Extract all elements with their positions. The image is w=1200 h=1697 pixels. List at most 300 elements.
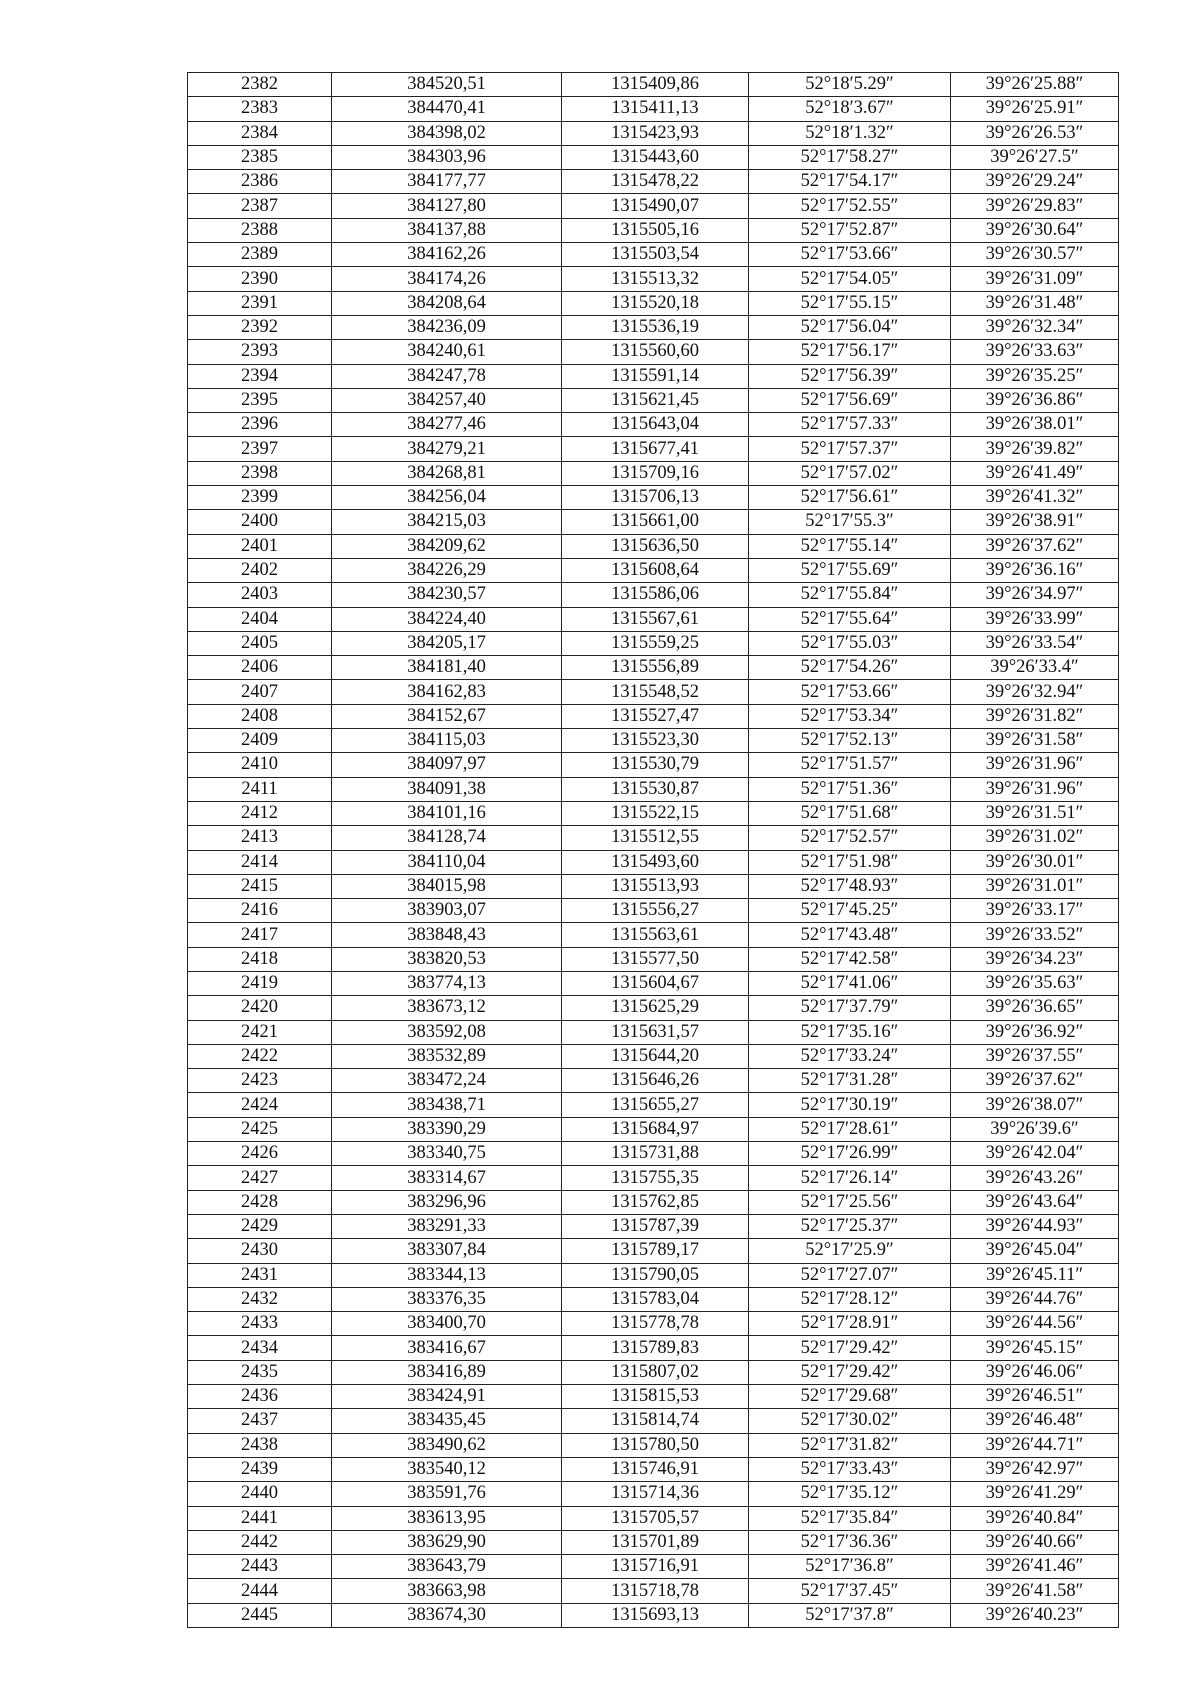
table-row bbox=[188, 1360, 1119, 1384]
latitude-cell: 52°17′25.9″ bbox=[749, 1239, 951, 1263]
longitude-cell: 39°26′39.6″ bbox=[951, 1117, 1119, 1141]
x-coordinate-cell: 384268,81 bbox=[332, 461, 562, 485]
y-coordinate-cell: 1315513,32 bbox=[562, 267, 749, 291]
table-row bbox=[188, 145, 1119, 169]
table-row bbox=[188, 121, 1119, 145]
point-number-cell: 2383 bbox=[188, 97, 332, 121]
table-row bbox=[188, 1482, 1119, 1506]
longitude-cell: 39°26′31.96″ bbox=[951, 777, 1119, 801]
y-coordinate-cell: 1315631,57 bbox=[562, 1020, 749, 1044]
longitude-cell: 39°26′33.63″ bbox=[951, 340, 1119, 364]
point-number-cell: 2417 bbox=[188, 923, 332, 947]
latitude-cell: 52°17′31.82″ bbox=[749, 1433, 951, 1457]
x-coordinate-cell: 383643,79 bbox=[332, 1555, 562, 1579]
longitude-cell: 39°26′41.29″ bbox=[951, 1482, 1119, 1506]
y-coordinate-cell: 1315755,35 bbox=[562, 1166, 749, 1190]
x-coordinate-cell: 384162,26 bbox=[332, 243, 562, 267]
table-row bbox=[188, 947, 1119, 971]
y-coordinate-cell: 1315443,60 bbox=[562, 145, 749, 169]
y-coordinate-cell: 1315807,02 bbox=[562, 1360, 749, 1384]
y-coordinate-cell: 1315621,45 bbox=[562, 388, 749, 412]
table-row bbox=[188, 850, 1119, 874]
longitude-cell: 39°26′30.64″ bbox=[951, 218, 1119, 242]
point-number-cell: 2399 bbox=[188, 486, 332, 510]
latitude-cell: 52°17′57.02″ bbox=[749, 461, 951, 485]
point-number-cell: 2444 bbox=[188, 1579, 332, 1603]
latitude-cell: 52°17′54.05″ bbox=[749, 267, 951, 291]
latitude-cell: 52°17′56.17″ bbox=[749, 340, 951, 364]
longitude-cell: 39°26′31.02″ bbox=[951, 826, 1119, 850]
table-row bbox=[188, 1555, 1119, 1579]
latitude-cell: 52°17′35.16″ bbox=[749, 1020, 951, 1044]
table-row bbox=[188, 777, 1119, 801]
point-number-cell: 2436 bbox=[188, 1385, 332, 1409]
x-coordinate-cell: 383307,84 bbox=[332, 1239, 562, 1263]
latitude-cell: 52°17′52.87″ bbox=[749, 218, 951, 242]
latitude-cell: 52°18′3.67″ bbox=[749, 97, 951, 121]
y-coordinate-cell: 1315512,55 bbox=[562, 826, 749, 850]
table-row bbox=[188, 413, 1119, 437]
point-number-cell: 2440 bbox=[188, 1482, 332, 1506]
latitude-cell: 52°17′55.84″ bbox=[749, 583, 951, 607]
latitude-cell: 52°17′29.42″ bbox=[749, 1360, 951, 1384]
latitude-cell: 52°18′1.32″ bbox=[749, 121, 951, 145]
y-coordinate-cell: 1315559,25 bbox=[562, 631, 749, 655]
y-coordinate-cell: 1315705,57 bbox=[562, 1506, 749, 1530]
longitude-cell: 39°26′41.49″ bbox=[951, 461, 1119, 485]
table-row bbox=[188, 1287, 1119, 1311]
point-number-cell: 2439 bbox=[188, 1457, 332, 1481]
y-coordinate-cell: 1315493,60 bbox=[562, 850, 749, 874]
point-number-cell: 2407 bbox=[188, 680, 332, 704]
y-coordinate-cell: 1315644,20 bbox=[562, 1044, 749, 1068]
x-coordinate-cell: 384110,04 bbox=[332, 850, 562, 874]
x-coordinate-cell: 384247,78 bbox=[332, 364, 562, 388]
y-coordinate-cell: 1315423,93 bbox=[562, 121, 749, 145]
table-row bbox=[188, 1530, 1119, 1554]
x-coordinate-cell: 383435,45 bbox=[332, 1409, 562, 1433]
point-number-cell: 2429 bbox=[188, 1214, 332, 1238]
longitude-cell: 39°26′39.82″ bbox=[951, 437, 1119, 461]
point-number-cell: 2413 bbox=[188, 826, 332, 850]
point-number-cell: 2416 bbox=[188, 899, 332, 923]
x-coordinate-cell: 384115,03 bbox=[332, 729, 562, 753]
table-row bbox=[188, 1433, 1119, 1457]
point-number-cell: 2428 bbox=[188, 1190, 332, 1214]
x-coordinate-cell: 383673,12 bbox=[332, 996, 562, 1020]
table-row bbox=[188, 1579, 1119, 1603]
table-row bbox=[188, 1093, 1119, 1117]
point-number-cell: 2418 bbox=[188, 947, 332, 971]
latitude-cell: 52°17′37.79″ bbox=[749, 996, 951, 1020]
table-row bbox=[188, 583, 1119, 607]
table-row bbox=[188, 1069, 1119, 1093]
latitude-cell: 52°17′56.69″ bbox=[749, 388, 951, 412]
y-coordinate-cell: 1315643,04 bbox=[562, 413, 749, 437]
table-row bbox=[188, 510, 1119, 534]
point-number-cell: 2411 bbox=[188, 777, 332, 801]
x-coordinate-cell: 383296,96 bbox=[332, 1190, 562, 1214]
point-number-cell: 2409 bbox=[188, 729, 332, 753]
x-coordinate-cell: 384209,62 bbox=[332, 534, 562, 558]
y-coordinate-cell: 1315646,26 bbox=[562, 1069, 749, 1093]
latitude-cell: 52°17′53.66″ bbox=[749, 680, 951, 704]
y-coordinate-cell: 1315780,50 bbox=[562, 1433, 749, 1457]
x-coordinate-cell: 384224,40 bbox=[332, 607, 562, 631]
longitude-cell: 39°26′27.5″ bbox=[951, 145, 1119, 169]
latitude-cell: 52°17′26.99″ bbox=[749, 1142, 951, 1166]
table-row bbox=[188, 607, 1119, 631]
x-coordinate-cell: 383340,75 bbox=[332, 1142, 562, 1166]
y-coordinate-cell: 1315625,29 bbox=[562, 996, 749, 1020]
x-coordinate-cell: 383390,29 bbox=[332, 1117, 562, 1141]
y-coordinate-cell: 1315731,88 bbox=[562, 1142, 749, 1166]
y-coordinate-cell: 1315706,13 bbox=[562, 486, 749, 510]
point-number-cell: 2406 bbox=[188, 656, 332, 680]
point-number-cell: 2423 bbox=[188, 1069, 332, 1093]
y-coordinate-cell: 1315522,15 bbox=[562, 801, 749, 825]
latitude-cell: 52°17′54.26″ bbox=[749, 656, 951, 680]
longitude-cell: 39°26′25.91″ bbox=[951, 97, 1119, 121]
point-number-cell: 2432 bbox=[188, 1287, 332, 1311]
longitude-cell: 39°26′40.84″ bbox=[951, 1506, 1119, 1530]
longitude-cell: 39°26′46.51″ bbox=[951, 1385, 1119, 1409]
point-number-cell: 2410 bbox=[188, 753, 332, 777]
table-row bbox=[188, 680, 1119, 704]
x-coordinate-cell: 383472,24 bbox=[332, 1069, 562, 1093]
longitude-cell: 39°26′44.56″ bbox=[951, 1312, 1119, 1336]
y-coordinate-cell: 1315527,47 bbox=[562, 704, 749, 728]
y-coordinate-cell: 1315536,19 bbox=[562, 315, 749, 339]
table-row bbox=[188, 437, 1119, 461]
x-coordinate-cell: 384236,09 bbox=[332, 315, 562, 339]
latitude-cell: 52°17′55.64″ bbox=[749, 607, 951, 631]
table-row bbox=[188, 1117, 1119, 1141]
longitude-cell: 39°26′36.86″ bbox=[951, 388, 1119, 412]
latitude-cell: 52°17′52.13″ bbox=[749, 729, 951, 753]
point-number-cell: 2442 bbox=[188, 1530, 332, 1554]
point-number-cell: 2401 bbox=[188, 534, 332, 558]
point-number-cell: 2421 bbox=[188, 1020, 332, 1044]
y-coordinate-cell: 1315814,74 bbox=[562, 1409, 749, 1433]
x-coordinate-cell: 383416,89 bbox=[332, 1360, 562, 1384]
x-coordinate-cell: 384174,26 bbox=[332, 267, 562, 291]
latitude-cell: 52°17′54.17″ bbox=[749, 170, 951, 194]
x-coordinate-cell: 383774,13 bbox=[332, 971, 562, 995]
longitude-cell: 39°26′31.58″ bbox=[951, 729, 1119, 753]
longitude-cell: 39°26′29.24″ bbox=[951, 170, 1119, 194]
table-row bbox=[188, 1385, 1119, 1409]
latitude-cell: 52°17′57.37″ bbox=[749, 437, 951, 461]
point-number-cell: 2385 bbox=[188, 145, 332, 169]
longitude-cell: 39°26′33.52″ bbox=[951, 923, 1119, 947]
y-coordinate-cell: 1315778,78 bbox=[562, 1312, 749, 1336]
point-number-cell: 2390 bbox=[188, 267, 332, 291]
y-coordinate-cell: 1315684,97 bbox=[562, 1117, 749, 1141]
longitude-cell: 39°26′41.46″ bbox=[951, 1555, 1119, 1579]
longitude-cell: 39°26′37.62″ bbox=[951, 1069, 1119, 1093]
table-row bbox=[188, 291, 1119, 315]
point-number-cell: 2404 bbox=[188, 607, 332, 631]
longitude-cell: 39°26′45.15″ bbox=[951, 1336, 1119, 1360]
latitude-cell: 52°17′53.34″ bbox=[749, 704, 951, 728]
table-row bbox=[188, 704, 1119, 728]
table-row bbox=[188, 364, 1119, 388]
point-number-cell: 2427 bbox=[188, 1166, 332, 1190]
y-coordinate-cell: 1315701,89 bbox=[562, 1530, 749, 1554]
longitude-cell: 39°26′33.4″ bbox=[951, 656, 1119, 680]
point-number-cell: 2434 bbox=[188, 1336, 332, 1360]
longitude-cell: 39°26′32.94″ bbox=[951, 680, 1119, 704]
table-row bbox=[188, 1044, 1119, 1068]
x-coordinate-cell: 384091,38 bbox=[332, 777, 562, 801]
y-coordinate-cell: 1315789,83 bbox=[562, 1336, 749, 1360]
x-coordinate-cell: 383663,98 bbox=[332, 1579, 562, 1603]
table-row bbox=[188, 1603, 1119, 1627]
y-coordinate-cell: 1315490,07 bbox=[562, 194, 749, 218]
x-coordinate-cell: 384277,46 bbox=[332, 413, 562, 437]
y-coordinate-cell: 1315591,14 bbox=[562, 364, 749, 388]
y-coordinate-cell: 1315548,52 bbox=[562, 680, 749, 704]
y-coordinate-cell: 1315530,79 bbox=[562, 753, 749, 777]
y-coordinate-cell: 1315608,64 bbox=[562, 558, 749, 582]
y-coordinate-cell: 1315693,13 bbox=[562, 1603, 749, 1627]
y-coordinate-cell: 1315762,85 bbox=[562, 1190, 749, 1214]
x-coordinate-cell: 384520,51 bbox=[332, 73, 562, 97]
longitude-cell: 39°26′33.54″ bbox=[951, 631, 1119, 655]
longitude-cell: 39°26′45.04″ bbox=[951, 1239, 1119, 1263]
x-coordinate-cell: 384101,16 bbox=[332, 801, 562, 825]
y-coordinate-cell: 1315815,53 bbox=[562, 1385, 749, 1409]
coordinates-table-body bbox=[188, 73, 1119, 1628]
point-number-cell: 2431 bbox=[188, 1263, 332, 1287]
table-row bbox=[188, 170, 1119, 194]
x-coordinate-cell: 384215,03 bbox=[332, 510, 562, 534]
table-row bbox=[188, 1166, 1119, 1190]
x-coordinate-cell: 383291,33 bbox=[332, 1214, 562, 1238]
table-row bbox=[188, 486, 1119, 510]
latitude-cell: 52°17′56.61″ bbox=[749, 486, 951, 510]
latitude-cell: 52°17′26.14″ bbox=[749, 1166, 951, 1190]
latitude-cell: 52°17′31.28″ bbox=[749, 1069, 951, 1093]
table-row bbox=[188, 1239, 1119, 1263]
latitude-cell: 52°17′28.12″ bbox=[749, 1287, 951, 1311]
y-coordinate-cell: 1315789,17 bbox=[562, 1239, 749, 1263]
latitude-cell: 52°17′45.25″ bbox=[749, 899, 951, 923]
point-number-cell: 2402 bbox=[188, 558, 332, 582]
latitude-cell: 52°17′28.91″ bbox=[749, 1312, 951, 1336]
latitude-cell: 52°17′51.68″ bbox=[749, 801, 951, 825]
point-number-cell: 2388 bbox=[188, 218, 332, 242]
longitude-cell: 39°26′37.62″ bbox=[951, 534, 1119, 558]
latitude-cell: 52°17′42.58″ bbox=[749, 947, 951, 971]
table-row bbox=[188, 534, 1119, 558]
latitude-cell: 52°17′37.8″ bbox=[749, 1603, 951, 1627]
x-coordinate-cell: 383592,08 bbox=[332, 1020, 562, 1044]
x-coordinate-cell: 384128,74 bbox=[332, 826, 562, 850]
latitude-cell: 52°17′35.84″ bbox=[749, 1506, 951, 1530]
longitude-cell: 39°26′36.16″ bbox=[951, 558, 1119, 582]
latitude-cell: 52°17′58.27″ bbox=[749, 145, 951, 169]
longitude-cell: 39°26′26.53″ bbox=[951, 121, 1119, 145]
table-row bbox=[188, 971, 1119, 995]
longitude-cell: 39°26′44.76″ bbox=[951, 1287, 1119, 1311]
y-coordinate-cell: 1315409,86 bbox=[562, 73, 749, 97]
x-coordinate-cell: 384256,04 bbox=[332, 486, 562, 510]
y-coordinate-cell: 1315677,41 bbox=[562, 437, 749, 461]
x-coordinate-cell: 383314,67 bbox=[332, 1166, 562, 1190]
x-coordinate-cell: 383400,70 bbox=[332, 1312, 562, 1336]
latitude-cell: 52°17′55.69″ bbox=[749, 558, 951, 582]
latitude-cell: 52°17′33.43″ bbox=[749, 1457, 951, 1481]
point-number-cell: 2405 bbox=[188, 631, 332, 655]
x-coordinate-cell: 384240,61 bbox=[332, 340, 562, 364]
point-number-cell: 2384 bbox=[188, 121, 332, 145]
longitude-cell: 39°26′46.48″ bbox=[951, 1409, 1119, 1433]
latitude-cell: 52°17′43.48″ bbox=[749, 923, 951, 947]
point-number-cell: 2397 bbox=[188, 437, 332, 461]
table-row bbox=[188, 340, 1119, 364]
point-number-cell: 2382 bbox=[188, 73, 332, 97]
x-coordinate-cell: 383376,35 bbox=[332, 1287, 562, 1311]
point-number-cell: 2389 bbox=[188, 243, 332, 267]
latitude-cell: 52°17′36.8″ bbox=[749, 1555, 951, 1579]
longitude-cell: 39°26′31.09″ bbox=[951, 267, 1119, 291]
longitude-cell: 39°26′31.82″ bbox=[951, 704, 1119, 728]
y-coordinate-cell: 1315520,18 bbox=[562, 291, 749, 315]
x-coordinate-cell: 384303,96 bbox=[332, 145, 562, 169]
longitude-cell: 39°26′31.96″ bbox=[951, 753, 1119, 777]
point-number-cell: 2426 bbox=[188, 1142, 332, 1166]
point-number-cell: 2408 bbox=[188, 704, 332, 728]
point-number-cell: 2441 bbox=[188, 1506, 332, 1530]
table-row bbox=[188, 267, 1119, 291]
latitude-cell: 52°17′56.39″ bbox=[749, 364, 951, 388]
table-row bbox=[188, 1142, 1119, 1166]
y-coordinate-cell: 1315586,06 bbox=[562, 583, 749, 607]
x-coordinate-cell: 383629,90 bbox=[332, 1530, 562, 1554]
y-coordinate-cell: 1315567,61 bbox=[562, 607, 749, 631]
x-coordinate-cell: 384208,64 bbox=[332, 291, 562, 315]
latitude-cell: 52°17′51.36″ bbox=[749, 777, 951, 801]
point-number-cell: 2437 bbox=[188, 1409, 332, 1433]
point-number-cell: 2396 bbox=[188, 413, 332, 437]
table-row bbox=[188, 1457, 1119, 1481]
longitude-cell: 39°26′35.63″ bbox=[951, 971, 1119, 995]
point-number-cell: 2435 bbox=[188, 1360, 332, 1384]
table-row bbox=[188, 194, 1119, 218]
table-row bbox=[188, 801, 1119, 825]
longitude-cell: 39°26′40.23″ bbox=[951, 1603, 1119, 1627]
x-coordinate-cell: 384257,40 bbox=[332, 388, 562, 412]
y-coordinate-cell: 1315478,22 bbox=[562, 170, 749, 194]
x-coordinate-cell: 384205,17 bbox=[332, 631, 562, 655]
y-coordinate-cell: 1315560,60 bbox=[562, 340, 749, 364]
point-number-cell: 2391 bbox=[188, 291, 332, 315]
longitude-cell: 39°26′46.06″ bbox=[951, 1360, 1119, 1384]
point-number-cell: 2422 bbox=[188, 1044, 332, 1068]
longitude-cell: 39°26′38.07″ bbox=[951, 1093, 1119, 1117]
table-row bbox=[188, 1312, 1119, 1336]
x-coordinate-cell: 383540,12 bbox=[332, 1457, 562, 1481]
x-coordinate-cell: 384226,29 bbox=[332, 558, 562, 582]
longitude-cell: 39°26′33.99″ bbox=[951, 607, 1119, 631]
point-number-cell: 2420 bbox=[188, 996, 332, 1020]
x-coordinate-cell: 384162,83 bbox=[332, 680, 562, 704]
point-number-cell: 2424 bbox=[188, 1093, 332, 1117]
y-coordinate-cell: 1315718,78 bbox=[562, 1579, 749, 1603]
longitude-cell: 39°26′38.91″ bbox=[951, 510, 1119, 534]
y-coordinate-cell: 1315787,39 bbox=[562, 1214, 749, 1238]
x-coordinate-cell: 383848,43 bbox=[332, 923, 562, 947]
longitude-cell: 39°26′41.32″ bbox=[951, 486, 1119, 510]
latitude-cell: 52°17′51.98″ bbox=[749, 850, 951, 874]
longitude-cell: 39°26′32.34″ bbox=[951, 315, 1119, 339]
latitude-cell: 52°17′30.02″ bbox=[749, 1409, 951, 1433]
table-row bbox=[188, 729, 1119, 753]
x-coordinate-cell: 383591,76 bbox=[332, 1482, 562, 1506]
latitude-cell: 52°17′48.93″ bbox=[749, 874, 951, 898]
longitude-cell: 39°26′44.71″ bbox=[951, 1433, 1119, 1457]
point-number-cell: 2415 bbox=[188, 874, 332, 898]
y-coordinate-cell: 1315556,27 bbox=[562, 899, 749, 923]
longitude-cell: 39°26′25.88″ bbox=[951, 73, 1119, 97]
table-row bbox=[188, 753, 1119, 777]
table-row bbox=[188, 97, 1119, 121]
x-coordinate-cell: 384398,02 bbox=[332, 121, 562, 145]
point-number-cell: 2387 bbox=[188, 194, 332, 218]
longitude-cell: 39°26′30.57″ bbox=[951, 243, 1119, 267]
latitude-cell: 52°17′56.04″ bbox=[749, 315, 951, 339]
longitude-cell: 39°26′34.97″ bbox=[951, 583, 1119, 607]
y-coordinate-cell: 1315783,04 bbox=[562, 1287, 749, 1311]
table-row bbox=[188, 1190, 1119, 1214]
x-coordinate-cell: 384127,80 bbox=[332, 194, 562, 218]
y-coordinate-cell: 1315556,89 bbox=[562, 656, 749, 680]
table-row bbox=[188, 923, 1119, 947]
point-number-cell: 2394 bbox=[188, 364, 332, 388]
x-coordinate-cell: 383532,89 bbox=[332, 1044, 562, 1068]
longitude-cell: 39°26′44.93″ bbox=[951, 1214, 1119, 1238]
longitude-cell: 39°26′38.01″ bbox=[951, 413, 1119, 437]
latitude-cell: 52°17′55.14″ bbox=[749, 534, 951, 558]
longitude-cell: 39°26′29.83″ bbox=[951, 194, 1119, 218]
point-number-cell: 2393 bbox=[188, 340, 332, 364]
table-row bbox=[188, 1214, 1119, 1238]
longitude-cell: 39°26′36.65″ bbox=[951, 996, 1119, 1020]
table-row bbox=[188, 1020, 1119, 1044]
longitude-cell: 39°26′31.01″ bbox=[951, 874, 1119, 898]
latitude-cell: 52°17′29.68″ bbox=[749, 1385, 951, 1409]
point-number-cell: 2414 bbox=[188, 850, 332, 874]
longitude-cell: 39°26′42.97″ bbox=[951, 1457, 1119, 1481]
longitude-cell: 39°26′30.01″ bbox=[951, 850, 1119, 874]
latitude-cell: 52°17′29.42″ bbox=[749, 1336, 951, 1360]
x-coordinate-cell: 383424,91 bbox=[332, 1385, 562, 1409]
latitude-cell: 52°17′55.15″ bbox=[749, 291, 951, 315]
y-coordinate-cell: 1315411,13 bbox=[562, 97, 749, 121]
point-number-cell: 2400 bbox=[188, 510, 332, 534]
point-number-cell: 2443 bbox=[188, 1555, 332, 1579]
y-coordinate-cell: 1315790,05 bbox=[562, 1263, 749, 1287]
x-coordinate-cell: 384177,77 bbox=[332, 170, 562, 194]
latitude-cell: 52°17′25.56″ bbox=[749, 1190, 951, 1214]
longitude-cell: 39°26′43.64″ bbox=[951, 1190, 1119, 1214]
longitude-cell: 39°26′31.48″ bbox=[951, 291, 1119, 315]
y-coordinate-cell: 1315655,27 bbox=[562, 1093, 749, 1117]
latitude-cell: 52°17′25.37″ bbox=[749, 1214, 951, 1238]
longitude-cell: 39°26′33.17″ bbox=[951, 899, 1119, 923]
